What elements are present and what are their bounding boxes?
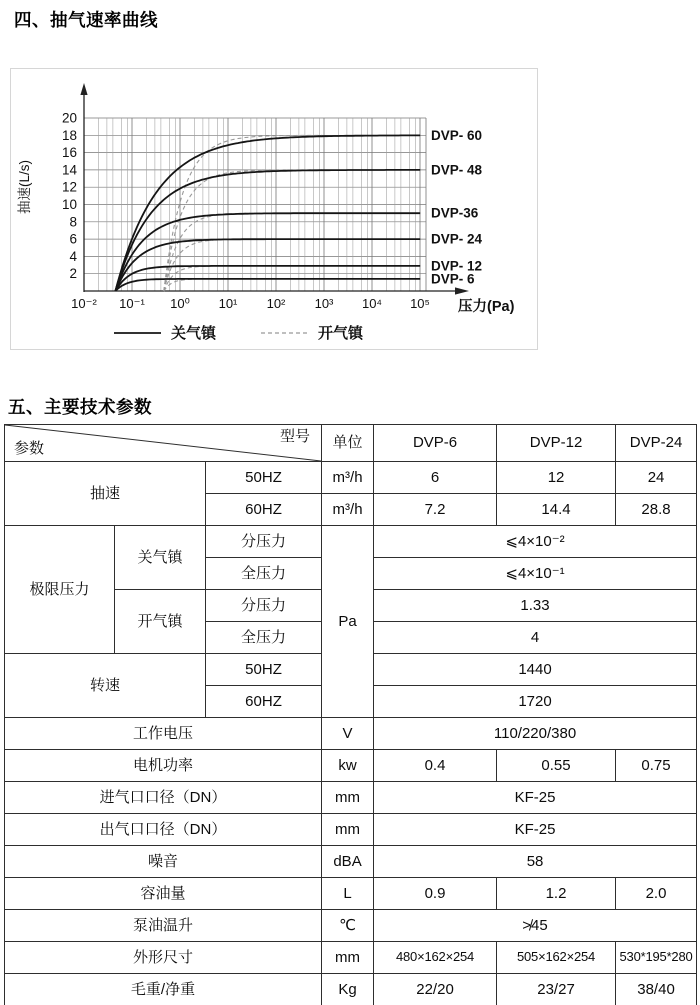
curve-gas-ballast-open-dvp-48 [164,170,322,291]
row-label-cell: 毛重/净重 [5,974,322,1005]
value-cell: 58 [374,846,697,878]
y-axis-title: 抽速(L/s) [17,160,32,214]
unit-cell: ℃ [322,910,374,942]
x-axis-title: 压力(Pa) [458,299,515,315]
gas-ballast-closed-cell: 关气镇 [115,526,206,590]
unit-cell: mm [322,782,374,814]
row-label-cell: 电机功率 [5,750,322,782]
unit-cell: mm [322,814,374,846]
value-cell: 4 [374,622,697,654]
table-row-motor-power [5,750,697,782]
x-tick-label: 10³ [314,296,334,311]
value-cell: 0.4 [374,750,497,782]
y-tick-label: 4 [69,248,77,264]
freq-cell: 50HZ [206,654,322,686]
value-cell: 505×162×254 [497,942,616,974]
y-tick-label: 18 [61,127,77,143]
diagonal-divider [5,425,321,461]
table-row-noise [5,846,697,878]
y-tick-label: 6 [69,231,77,247]
row-label-cell: 容油量 [5,878,322,910]
section-title-pumping-speed-curve: 四、抽气速率曲线 [14,10,158,30]
table-row-oil-temp-rise [5,910,697,942]
pa-unit-cell: Pa [322,526,374,718]
x-tick-label: 10² [266,296,286,311]
x-tick-label: 10¹ [218,296,238,311]
value-cell: 1.33 [374,590,697,622]
value-cell: 110/220/380 [374,718,697,750]
value-cell: KF-25 [374,814,697,846]
value-cell: 2.0 [616,878,697,910]
series-label: DVP- 60 [431,127,483,143]
pumping-speed-chart [10,68,538,350]
row-label-cell: 泵油温升 [5,910,322,942]
series-label: DVP-36 [431,205,479,221]
param-header-label: 参数 [14,439,45,457]
pressure-type-cell: 全压力 [206,622,322,654]
x-tick-label: 10⁵ [410,296,430,311]
unit-cell: mm [322,942,374,974]
x-tick-label: 10⁰ [170,296,190,311]
value-cell: KF-25 [374,782,697,814]
tech-params-table [4,424,697,1005]
row-label-cell: 外形尺寸 [5,942,322,974]
unit-cell: V [322,718,374,750]
legend-label-gas-ballast-open: 开气镇 [318,325,364,342]
value-cell: 22/20 [374,974,497,1005]
speed-chart-canvas [11,69,535,347]
y-tick-label: 2 [69,266,77,282]
freq-cell: 60HZ [206,494,322,526]
unit-cell: m³/h [322,494,374,526]
value-cell: ≯45 [374,910,697,942]
curve-gas-ballast-open-dvp-6 [164,279,322,291]
series-label: DVP- 48 [431,162,483,178]
value-cell: 7.2 [374,494,497,526]
value-cell: 0.75 [616,750,697,782]
model-header-label: 型号 [280,428,311,445]
value-cell: 38/40 [616,974,697,1005]
gas-ballast-open-cell: 开气镇 [115,590,206,654]
rotation-speed-label-cell: 转速 [5,654,206,718]
value-cell: 23/27 [497,974,616,1005]
table-header-row [5,425,697,462]
unit-cell: m³/h [322,462,374,494]
table-row-outlet-port [5,814,697,846]
value-cell: 1440 [374,654,697,686]
y-tick-label: 8 [69,214,77,230]
x-tick-label: 10⁻² [71,296,97,311]
unit-cell: L [322,878,374,910]
table-row-inlet-port [5,782,697,814]
value-cell: 480×162×254 [374,942,497,974]
section-title-main-parameters: 五、主要技术参数 [8,397,152,417]
model-header-dvp-24: DVP-24 [616,425,697,462]
series-label: DVP- 24 [431,231,483,247]
table-row-weight [5,974,697,1005]
table-row-dimensions [5,942,697,974]
unit-header-cell: 单位 [322,425,374,462]
model-header-dvp-12: DVP-12 [497,425,616,462]
row-label-cell: 进气口口径（DN） [5,782,322,814]
pressure-type-cell: 分压力 [206,590,322,622]
value-cell: 0.9 [374,878,497,910]
pressure-type-cell: 全压力 [206,558,322,590]
y-axis-arrow [80,83,87,95]
y-tick-label: 20 [61,110,77,126]
row-label-cell: 出气口口径（DN） [5,814,322,846]
value-cell: 1.2 [497,878,616,910]
table-row-ult-pressure-closed-partial [5,526,697,558]
pump-speed-label-cell: 抽速 [5,462,206,526]
series-label: DVP- 12 [431,258,483,274]
x-axis-arrow [455,287,469,294]
table-row-pump-speed-50hz [5,462,697,494]
y-tick-label: 10 [61,197,77,212]
series-label: DVP- 6 [431,271,475,287]
y-tick-label: 12 [61,179,77,195]
value-cell: ⩽4×10⁻² [374,526,697,558]
model-header-dvp-6: DVP-6 [374,425,497,462]
unit-cell: kw [322,750,374,782]
row-label-cell: 工作电压 [5,718,322,750]
value-cell: 24 [616,462,697,494]
param-model-header-cell [5,425,322,462]
pressure-type-cell: 分压力 [206,526,322,558]
x-tick-label: 10⁻¹ [119,296,145,311]
unit-cell: Kg [322,974,374,1005]
table-row-voltage [5,718,697,750]
y-tick-label: 14 [61,162,77,178]
value-cell: 6 [374,462,497,494]
unit-cell: dBA [322,846,374,878]
value-cell: 14.4 [497,494,616,526]
row-label-cell: 噪音 [5,846,322,878]
freq-cell: 60HZ [206,686,322,718]
freq-cell: 50HZ [206,462,322,494]
value-cell: ⩽4×10⁻¹ [374,558,697,590]
ultimate-pressure-label-cell: 极限压力 [5,526,115,654]
value-cell: 28.8 [616,494,697,526]
value-cell: 530*195*280 [616,942,697,974]
value-cell: 12 [497,462,616,494]
value-cell: 0.55 [497,750,616,782]
value-cell: 1720 [374,686,697,718]
legend-label-gas-ballast-closed: 关气镇 [171,325,217,342]
y-tick-label: 16 [61,145,77,161]
table-row-oil-capacity [5,878,697,910]
x-tick-label: 10⁴ [361,296,383,311]
